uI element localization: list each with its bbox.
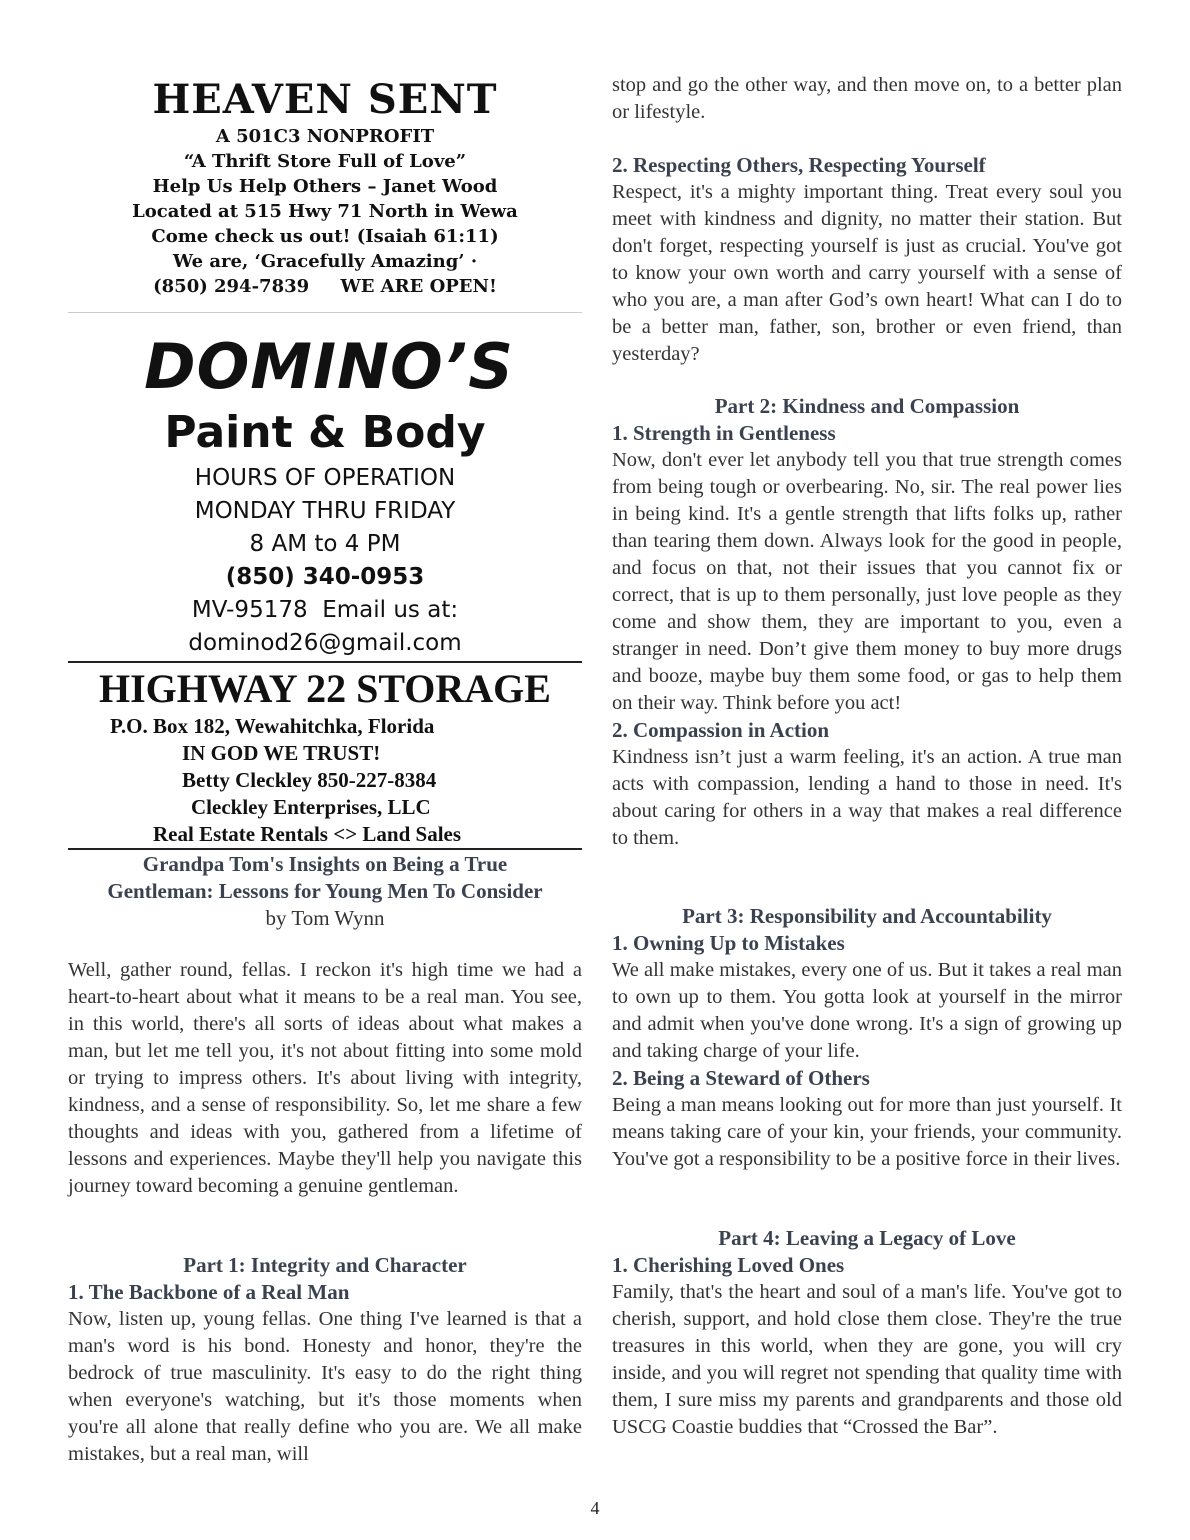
heaven-sent-line: Come check us out! (Isaiah 61:11) — [151, 226, 499, 247]
part-1-section — [68, 1252, 582, 1468]
heaven-sent-ad — [68, 76, 582, 299]
paragraph: Family, that's the heart and soul of a man's life. You've got to cherish, support, and hold close them close. They're the true treasures in this world, when they are gone, you will cry inside, and you will regret not spending that quality time with them, I sure miss my parents and grandparents and those old USCG Coastie buddies that “Crossed the Bar”. — [612, 1281, 1122, 1438]
article-byline: by Tom Wynn — [265, 906, 385, 930]
part-heading: Part 4: Leaving a Legacy of Love — [718, 1226, 1016, 1250]
heaven-sent-line: A 501C3 NONPROFIT — [215, 126, 435, 147]
divider — [68, 661, 582, 663]
divider — [68, 312, 582, 313]
paragraph: Respect, it's a mighty important thing. Treat every soul you meet with kindness and dignity, no matter their station. But don't forget, respecting yourself is just as crucial. You've got to know your own worth and carry yourself with a sense of who you are, a man after God’s own heart! What can I do to be a better man, father, son, brother or even friend, than yesterday? — [612, 181, 1122, 365]
heaven-sent-line: Help Us Help Others – Janet Wood — [152, 176, 498, 197]
dominos-title: DOMINO’S — [144, 330, 514, 403]
article-intro — [68, 957, 582, 1200]
dominos-line: HOURS OF OPERATION — [194, 465, 456, 491]
part-2-section — [612, 393, 1122, 852]
storage-title: HIGHWAY 22 STORAGE — [99, 666, 551, 711]
storage-line: P.O. Box 182, Wewahitchka, Florida — [110, 714, 435, 738]
respect-section — [612, 152, 1122, 368]
heaven-sent-line: Located at 515 Hwy 71 North in Wewa — [132, 201, 518, 222]
storage-line: Betty Cleckley 850-227-8384 — [182, 768, 437, 792]
dominos-line: 8 AM to 4 PM — [249, 531, 401, 557]
storage-line: Cleckley Enterprises, LLC — [191, 795, 431, 819]
storage-line: Real Estate Rentals <> Land Sales — [153, 822, 462, 846]
paragraph: Well, gather round, fellas. I reckon it's high time we had a heart-to-heart about what it means to be a real man. You see, in this world, there's all sorts of ideas about what makes a man, but let me tell you, it's not about fitting into some mold or trying to impress others. It's about living with integrity, kindness, and a sense of responsibility. So, let me share a few thoughts and ideas with you, gathered from a lifetime of lessons and experiences. Maybe they'll help you navigate this journey toward becoming a genuine gentleman. — [68, 959, 582, 1197]
paragraph: Kindness isn’t just a warm feeling, it's an action. A true man acts with compassion, lending a hand to those in need. It's about caring for others in a way that makes a real difference to them. — [612, 746, 1122, 849]
dominos-subtitle: Paint & Body — [164, 407, 486, 458]
heaven-sent-line: “A Thrift Store Full of Love” — [183, 151, 467, 172]
paragraph: We all make mistakes, every one of us. But it takes a real man to own up to them. You gotta look at yourself in the mirror and admit when you've done wrong. It's a sign of growing up and taking charge of your life. — [612, 959, 1122, 1062]
paragraph: stop and go the other way, and then move on, to a better plan or lifestyle. — [612, 74, 1122, 123]
part-4-section — [612, 1225, 1122, 1441]
storage-line: IN GOD WE TRUST! — [182, 741, 381, 765]
heaven-sent-phone: (850) 294-7839 WE ARE OPEN! — [153, 276, 497, 297]
subheading: 1. Owning Up to Mistakes — [612, 931, 845, 955]
subheading: 1. Cherishing Loved Ones — [612, 1253, 845, 1277]
heaven-sent-line: We are, ‘Gracefully Amazing’ · — [172, 251, 478, 272]
part-3-section — [612, 903, 1122, 1173]
part-heading: Part 1: Integrity and Character — [183, 1253, 467, 1277]
heaven-sent-title: HEAVEN SENT — [152, 76, 498, 123]
paragraph: Now, don't ever let anybody tell you that true strength comes from being tough or overbearing. No, sir. The real power lies in being kind. It's a gentle strength that lifts folks up, rather than tearing them down. Always look for the good in people, and focus on that, not their issues that you cannot fix or correct, that is up to them personally, just love people as they come and show them, they are important to you, even a stranger in need. Don’t give them money to buy more drugs and booze, maybe buy them some food, or gas to help them on their way. Think before you act! — [612, 449, 1122, 714]
subheading: 2. Compassion in Action — [612, 718, 830, 742]
continued-paragraph — [612, 72, 1122, 126]
article-title-line: Gentleman: Lessons for Young Men To Consider — [107, 879, 543, 903]
subheading: 1. The Backbone of a Real Man — [68, 1280, 350, 1304]
page-number: 4 — [590, 1498, 600, 1518]
divider — [68, 848, 582, 850]
article-title — [68, 851, 582, 932]
subheading: 2. Respecting Others, Respecting Yourself — [612, 153, 986, 177]
dominos-email: dominod26@gmail.com — [188, 630, 462, 656]
part-heading: Part 3: Responsibility and Accountability — [682, 904, 1052, 928]
dominos-phone: (850) 340-0953 — [225, 564, 425, 590]
dominos-line: MONDAY THRU FRIDAY — [194, 498, 456, 524]
paragraph: Being a man means looking out for more than just yourself. It means taking care of your kin, your friends, your community. You've got a responsibility to be a positive force in their lives. — [612, 1094, 1122, 1170]
article-title-line: Grandpa Tom's Insights on Being a True — [142, 852, 508, 876]
part-heading: Part 2: Kindness and Compassion — [714, 394, 1020, 418]
dominos-line: MV-95178 Email us at: — [191, 597, 459, 623]
paragraph: Now, listen up, young fellas. One thing I've learned is that a man's word is his bond. Honesty and honor, they're the bedrock of true masculinity. It's easy to do the right thing when everyone's watching, but it's those moments when you're all alone that really define who you are. We all make mistakes, but a real man, will — [68, 1308, 582, 1465]
subheading: 1. Strength in Gentleness — [612, 421, 836, 445]
subheading: 2. Being a Steward of Others — [612, 1066, 870, 1090]
dominos-ad — [68, 330, 582, 660]
